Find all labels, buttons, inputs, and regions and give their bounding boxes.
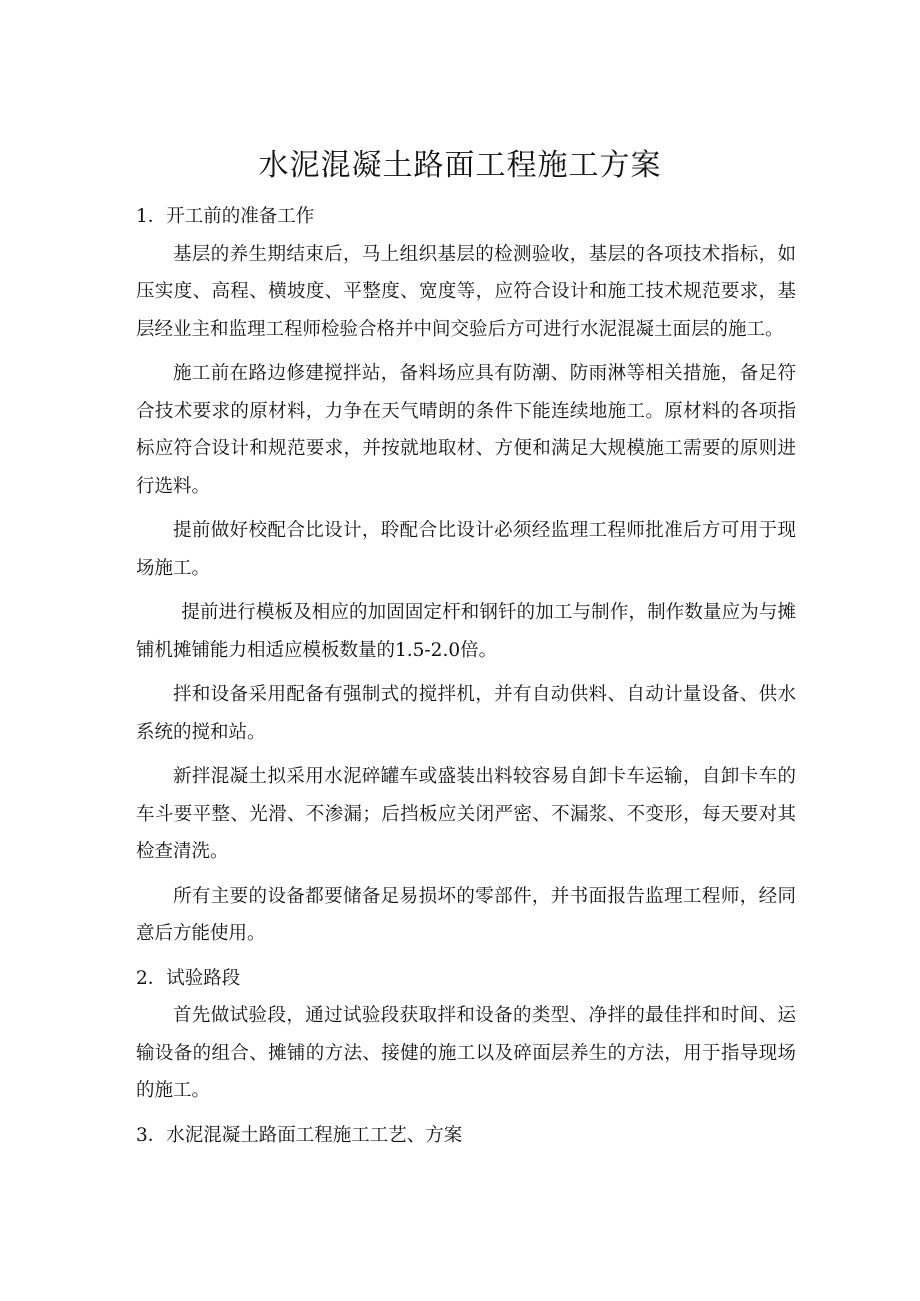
paragraph: 首先做试验段，通过试验段获取拌和设备的类型、净拌的最佳拌和时间、运输设备的组合、摊铺的方法、接健的施工以及碎面层养生的方法，用于指导现场的施工。 xyxy=(136,1005,796,1101)
section-heading-3: 3．水泥混凝土路面工程施工工艺、方案 xyxy=(136,1124,463,1146)
paragraph: 提前进行模板及相应的加固固定杆和钢钎的加工与制作，制作数量应为与摊铺机摊铺能力相适应模板数量的1.5-2.0倍。 xyxy=(136,602,796,661)
paragraph: 基层的养生期结束后，马上组织基层的检测验收，基层的各项技术指标，如压实度、高程、横坡度、平整度、宽度等，应符合设计和施工技术规范要求，基层经业主和监理工程师检验合格并中间交验后方可进行水泥混凝土面层的施工。 xyxy=(136,243,796,340)
section-heading-1: 1．开工前的准备工作 xyxy=(136,206,315,227)
paragraph: 提前做好校配合比设计，聆配合比设计必须经监理工程师批准后方可用于现场施工。 xyxy=(136,520,796,579)
section-heading-2: 2．试验路段 xyxy=(136,967,241,989)
paragraph: 所有主要的设备都要储备足易损坏的零部件，并书面报告监理工程师，经同意后方能使用。 xyxy=(136,885,796,944)
document-body xyxy=(136,198,796,1154)
paragraph: 拌和设备采用配备有强制式的搅拌机，并有自动供料、自动计量设备、供水系统的搅和站。 xyxy=(136,684,796,743)
paragraph: 新拌混凝土拟采用水泥碎罐车或盛装出料较容易自卸卡车运输，自卸卡车的车斗要平整、光滑、不渗漏；后挡板应关闭严密、不漏浆、不变形，每天要对其检查清洗。 xyxy=(136,766,796,862)
document-title: 水泥混凝土路面工程施工方案 xyxy=(258,148,662,183)
paragraph: 施工前在路边修建搅拌站，备料场应具有防潮、防雨淋等相关措施，备足符合技术要求的原材料，力争在天气晴朗的条件下能连续地施工。原材料的各项指标应符合设计和规范要求，并按就地取材、方便和满足大规模施工需要的原则进行选料。 xyxy=(136,363,796,497)
